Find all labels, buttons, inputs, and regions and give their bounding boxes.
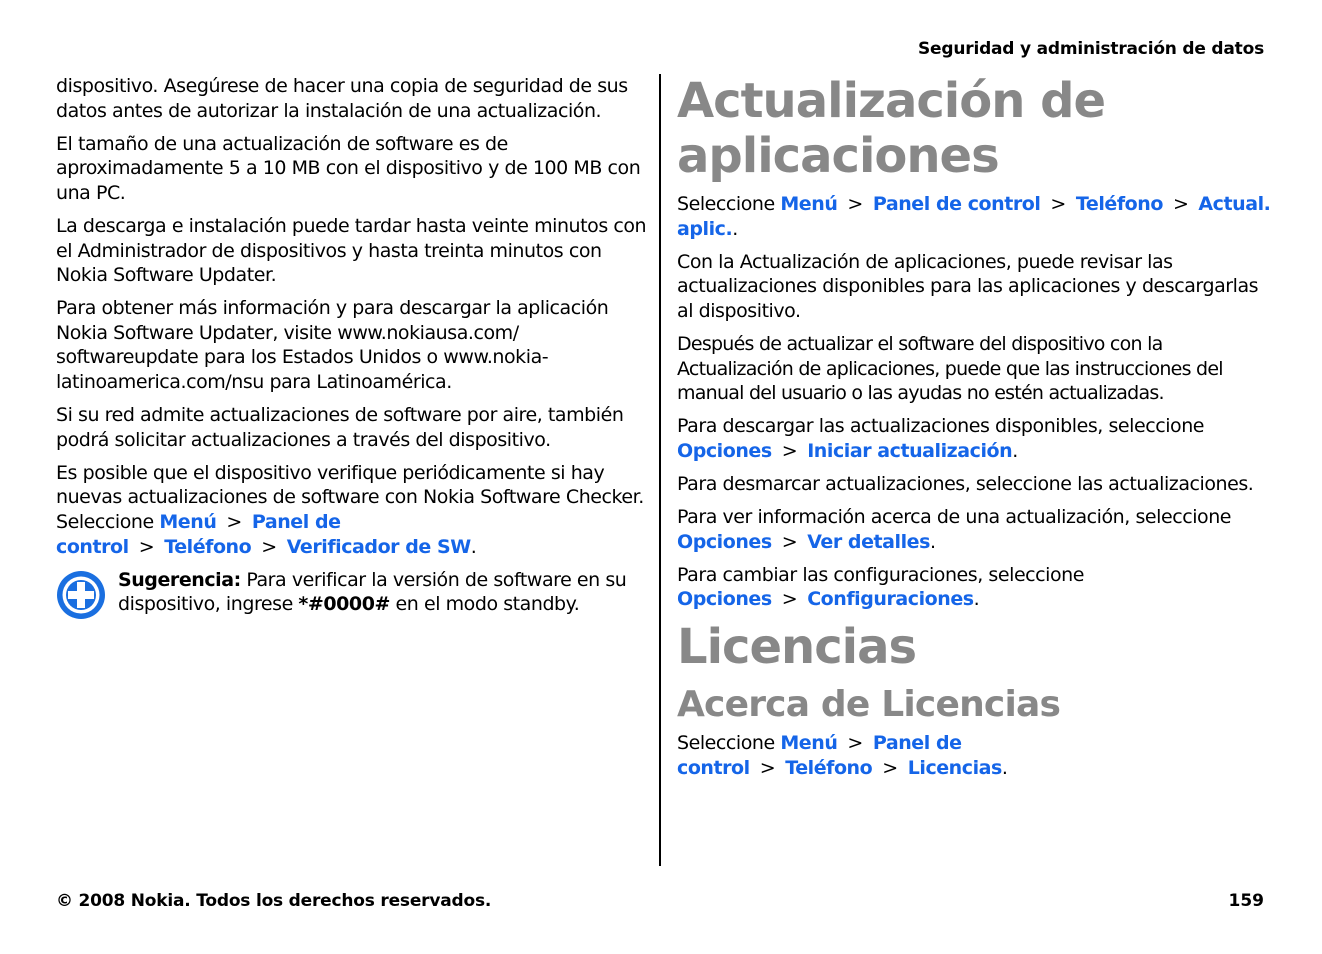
- text: en el modo standby.: [389, 593, 580, 616]
- menu-item-menu: Menú: [780, 732, 838, 755]
- menu-item-menu: Menú: [780, 193, 838, 215]
- left-column: [56, 74, 648, 620]
- menu-item-verificador-de-sw: Verificador de SW: [286, 535, 471, 558]
- text: .: [1012, 439, 1018, 462]
- paragraph: Para obtener más información y para descargar la aplicación Nokia Software Updater, visite www.nokiausa.com/ softwareupdate para los Estados Unidos o www.nokia-latinoamerica.com/nsu para Latinoamérica.: [56, 297, 609, 394]
- menu-item-opciones: Opciones: [677, 588, 772, 611]
- menu-item-actual-aplic: Actual. aplic.: [677, 193, 1271, 240]
- paragraph-menu-path: [56, 461, 648, 559]
- path-separator: >: [1172, 193, 1189, 215]
- menu-item-licencias: Licencias: [907, 757, 1002, 779]
- path-separator: >: [759, 757, 776, 779]
- path-separator: >: [138, 535, 155, 558]
- menu-item-opciones: Opciones: [677, 530, 772, 553]
- paragraph-menu-path: [677, 414, 1277, 463]
- menu-item-telefono: Teléfono: [785, 757, 873, 779]
- path-separator: >: [882, 757, 898, 779]
- subsection-heading-acerca-de-licencias: Acerca de Licencias: [677, 684, 1061, 726]
- tip-code: *#0000#: [298, 593, 390, 616]
- path-separator: >: [847, 732, 863, 755]
- path-separator: >: [1050, 193, 1066, 215]
- section-heading-actualizacion: Actualización de aplicaciones: [677, 73, 1106, 184]
- text: Para cambiar las configuraciones, seleccione: [677, 563, 1085, 586]
- paragraph: Para desmarcar actualizaciones, seleccione las actualizaciones.: [677, 472, 1254, 495]
- text: Seleccione: [677, 732, 781, 755]
- text: .: [1001, 757, 1008, 779]
- copyright-footer: © 2008 Nokia. Todos los derechos reservados.: [56, 891, 492, 911]
- column-divider: [659, 74, 661, 866]
- tip-text: [118, 568, 648, 617]
- text: Seleccione: [677, 193, 781, 215]
- menu-item-panel-de-control: Panel de control: [677, 732, 962, 779]
- path-separator: >: [261, 535, 277, 558]
- menu-item-telefono: Teléfono: [1075, 193, 1163, 215]
- menu-item-iniciar-actualizacion: Iniciar actualización: [807, 439, 1013, 462]
- tip-label: Sugerencia:: [118, 568, 241, 591]
- text: Es posible que el dispositivo verifique periódicamente si hay nuevas actualizaciones de software con Nokia Software Checker. Seleccione: [56, 461, 644, 533]
- paragraph-menu-path: [677, 505, 1277, 554]
- paragraph-menu-path: [677, 731, 1277, 780]
- running-header: Seguridad y administración de datos: [918, 39, 1264, 59]
- text: .: [929, 530, 936, 553]
- paragraph: dispositivo. Asegúrese de hacer una copia de seguridad de sus datos antes de autorizar la instalación de una actualización.: [56, 75, 628, 122]
- path-separator: >: [781, 530, 798, 553]
- plus-circle-icon: [56, 570, 106, 620]
- paragraph: Si su red admite actualizaciones de software por aire, también podrá solicitar actualizaciones a través del dispositivo.: [56, 404, 624, 451]
- menu-item-telefono: Teléfono: [164, 535, 252, 558]
- paragraph-menu-path: [677, 563, 1277, 612]
- path-separator: >: [226, 511, 242, 533]
- menu-item-configuraciones: Configuraciones: [807, 588, 974, 611]
- path-separator: >: [781, 588, 798, 611]
- tip-box: [56, 568, 648, 620]
- right-column: [677, 74, 1277, 789]
- text: .: [973, 588, 980, 611]
- text: Para descargar las actualizaciones disponibles, seleccione: [677, 415, 1205, 438]
- paragraph: Con la Actualización de aplicaciones, puede revisar las actualizaciones disponibles para las aplicaciones y descargarlas al dispositivo.: [677, 250, 1259, 322]
- page-number: 159: [1228, 891, 1264, 911]
- menu-item-panel-de-control: Panel de control: [56, 511, 341, 558]
- paragraph: El tamaño de una actualización de software es de aproximadamente 5 a 10 MB con el dispositivo y de 100 MB con una PC.: [56, 132, 641, 204]
- text: Para verificar la versión de software en su dispositivo, ingrese: [118, 568, 627, 616]
- menu-item-menu: Menú: [159, 511, 217, 533]
- paragraph: La descarga e instalación puede tardar hasta veinte minutos con el Administrador de dispositivos y hasta treinta minutos con Nokia Software Updater.: [56, 214, 647, 287]
- paragraph: Después de actualizar el software del dispositivo con la Actualización de aplicaciones, puede que las instrucciones del manual del usuario o las ayudas no estén actualizadas.: [677, 332, 1223, 405]
- text: Para ver información acerca de una actualización, seleccione: [677, 506, 1232, 529]
- menu-item-opciones: Opciones: [677, 439, 772, 462]
- text: .: [470, 535, 477, 558]
- section-heading-licencias: Licencias: [677, 619, 917, 676]
- menu-item-ver-detalles: Ver detalles: [807, 530, 930, 553]
- path-separator: >: [847, 193, 863, 215]
- paragraph-menu-path: [677, 192, 1277, 241]
- path-separator: >: [781, 439, 798, 462]
- menu-item-panel-de-control: Panel de control: [872, 193, 1041, 215]
- text: .: [732, 217, 738, 240]
